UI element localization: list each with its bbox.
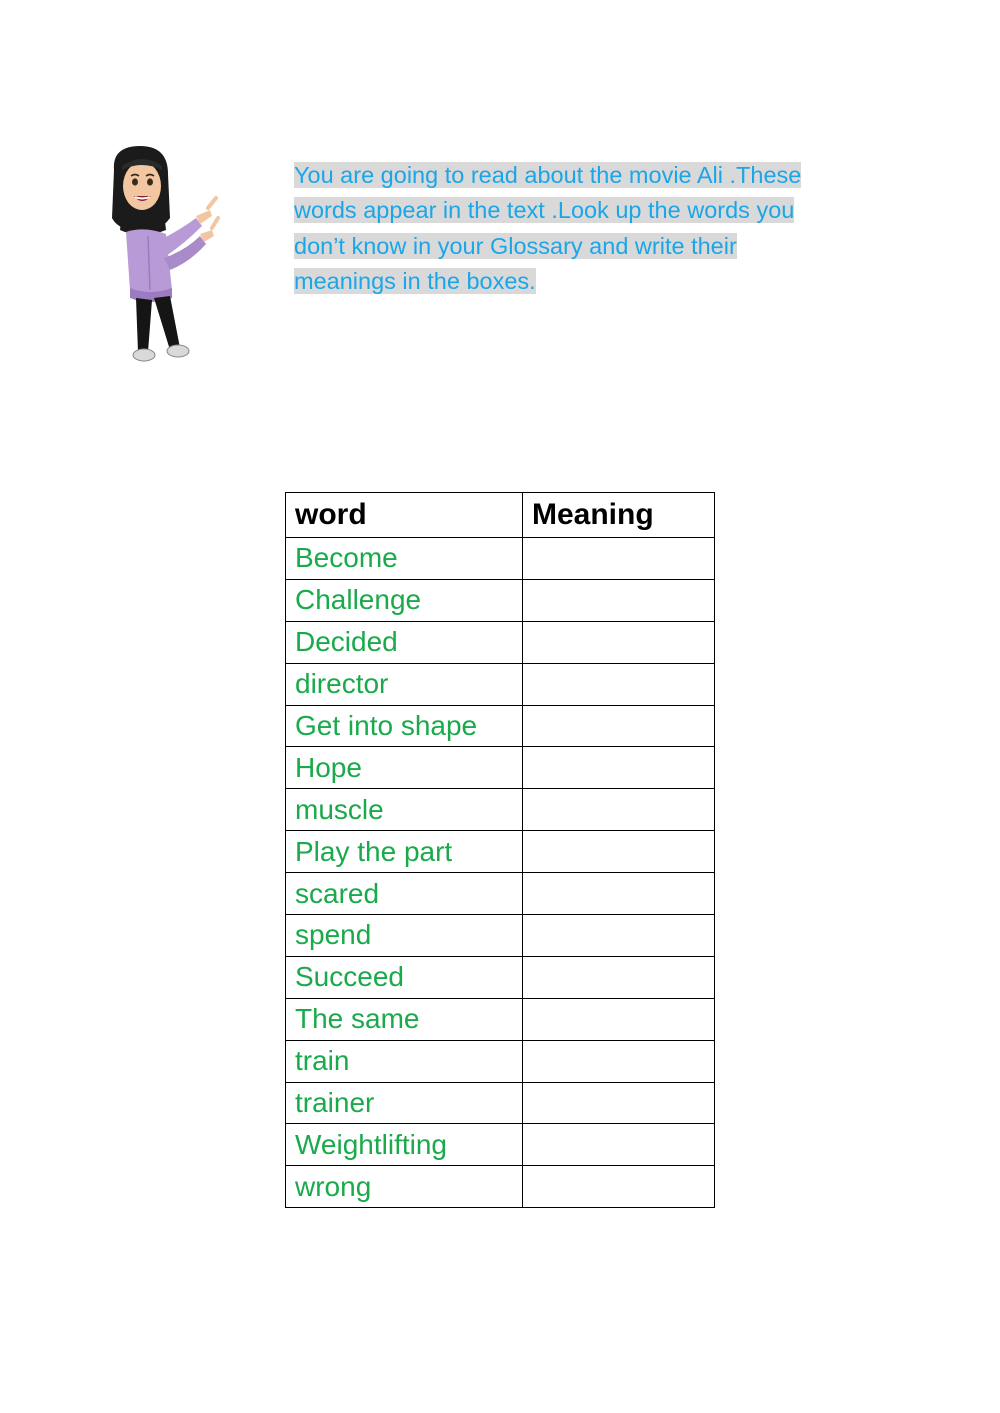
- table-row: [286, 1124, 715, 1166]
- meaning-answer-cell[interactable]: [523, 915, 715, 957]
- table-row: [286, 956, 715, 998]
- meaning-answer-cell[interactable]: [523, 705, 715, 747]
- meaning-answer-cell[interactable]: [523, 998, 715, 1040]
- word-cell: spend: [286, 915, 523, 957]
- meaning-answer-cell[interactable]: [523, 956, 715, 998]
- word-cell: Succeed: [286, 956, 523, 998]
- teacher-avatar-icon: [100, 140, 230, 370]
- meaning-answer-cell[interactable]: [523, 579, 715, 621]
- word-cell: trainer: [286, 1082, 523, 1124]
- header-meaning: Meaning: [523, 493, 715, 538]
- word-cell: scared: [286, 873, 523, 915]
- table-row: [286, 538, 715, 580]
- word-cell: The same: [286, 998, 523, 1040]
- instructions-paragraph: [294, 158, 854, 299]
- table-row: [286, 873, 715, 915]
- word-cell: Become: [286, 538, 523, 580]
- table-row: [286, 831, 715, 873]
- table-header-row: [286, 493, 715, 538]
- word-cell: director: [286, 663, 523, 705]
- instruction-line: don’t know in your Glossary and write their: [294, 232, 737, 259]
- meaning-answer-cell[interactable]: [523, 873, 715, 915]
- table-row: [286, 998, 715, 1040]
- meaning-answer-cell[interactable]: [523, 1124, 715, 1166]
- meaning-answer-cell[interactable]: [523, 789, 715, 831]
- meaning-answer-cell[interactable]: [523, 663, 715, 705]
- vocabulary-table: [285, 492, 715, 1208]
- meaning-answer-cell[interactable]: [523, 747, 715, 789]
- word-cell: muscle: [286, 789, 523, 831]
- table-row: [286, 1082, 715, 1124]
- table-row: [286, 663, 715, 705]
- table-row: [286, 915, 715, 957]
- table-row: [286, 1166, 715, 1208]
- meaning-answer-cell[interactable]: [523, 831, 715, 873]
- word-cell: train: [286, 1040, 523, 1082]
- table-row: [286, 579, 715, 621]
- word-cell: Hope: [286, 747, 523, 789]
- word-cell: Decided: [286, 621, 523, 663]
- vocabulary-rows: [286, 538, 715, 1208]
- table-row: [286, 621, 715, 663]
- table-row: [286, 789, 715, 831]
- meaning-answer-cell[interactable]: [523, 1082, 715, 1124]
- word-cell: Play the part: [286, 831, 523, 873]
- meaning-answer-cell[interactable]: [523, 538, 715, 580]
- table-row: [286, 1040, 715, 1082]
- word-cell: wrong: [286, 1166, 523, 1208]
- header-word: word: [286, 493, 523, 538]
- table-row: [286, 747, 715, 789]
- meaning-answer-cell[interactable]: [523, 1166, 715, 1208]
- instruction-line: You are going to read about the movie Ali .These: [294, 162, 802, 188]
- table-row: [286, 705, 715, 747]
- instruction-line: words appear in the text .Look up the words you: [294, 197, 795, 224]
- meaning-answer-cell[interactable]: [523, 1040, 715, 1082]
- word-cell: Challenge: [286, 579, 523, 621]
- instruction-line: meanings in the boxes.: [294, 267, 536, 294]
- meaning-answer-cell[interactable]: [523, 621, 715, 663]
- word-cell: Get into shape: [286, 705, 523, 747]
- word-cell: Weightlifting: [286, 1124, 523, 1166]
